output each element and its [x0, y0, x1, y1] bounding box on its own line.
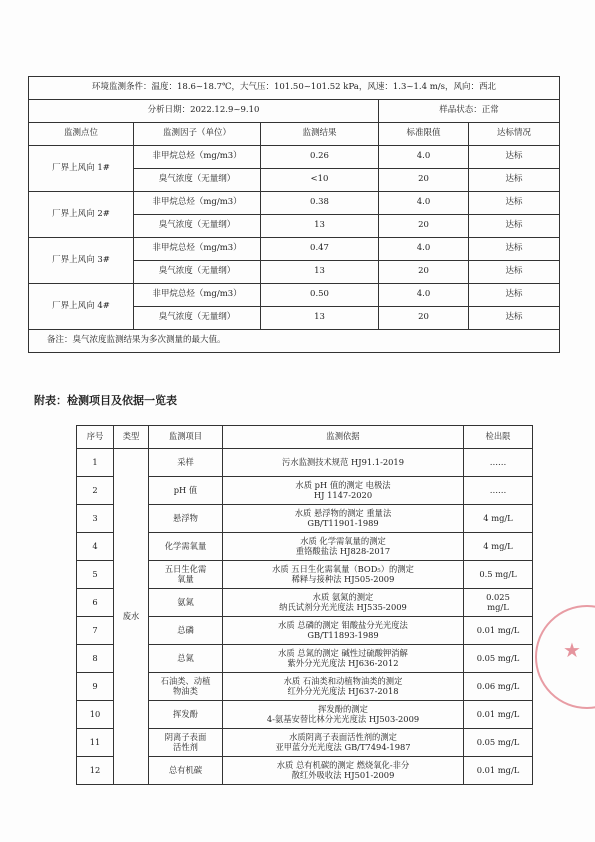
result-cell: 0.47 [261, 238, 379, 261]
seal-star-icon: ★ [563, 638, 581, 662]
result-cell: 13 [261, 307, 379, 330]
status-cell: 达标 [469, 146, 560, 169]
row-number: 1 [77, 449, 114, 477]
column-header: 检出限 [464, 426, 533, 449]
column-header: 监测依据 [223, 426, 464, 449]
item-cell: 总氮 [149, 645, 223, 673]
result-cell: <10 [261, 169, 379, 192]
basis-cell: 污水监测技术规范 HJ91.1-2019 [223, 449, 464, 477]
status-cell: 达标 [469, 238, 560, 261]
factor-cell: 臭气浓度（无量纲） [134, 261, 261, 284]
row-number: 12 [77, 757, 114, 785]
sample-state: 样品状态：正常 [379, 100, 560, 123]
basis-cell: 挥发酚的测定 4-氨基安替比林分光光度法 HJ503-2009 [223, 701, 464, 729]
basis-cell: 水质 总磷的测定 钼酸盐分光光度法 GB/T11893-1989 [223, 617, 464, 645]
row-number: 8 [77, 645, 114, 673]
column-header: 标准限值 [379, 123, 469, 146]
factor-cell: 臭气浓度（无量纲） [134, 307, 261, 330]
column-header: 监测因子（单位） [134, 123, 261, 146]
detection-limit-cell: 4 mg/L [464, 505, 533, 533]
table-row [29, 146, 560, 169]
table-header-row [29, 123, 560, 146]
item-cell: 总磷 [149, 617, 223, 645]
limit-cell: 20 [379, 169, 469, 192]
factor-cell: 非甲烷总烃（mg/m3） [134, 192, 261, 215]
item-cell: 采样 [149, 449, 223, 477]
row-number: 9 [77, 673, 114, 701]
status-cell: 达标 [469, 307, 560, 330]
factor-cell: 臭气浓度（无量纲） [134, 169, 261, 192]
detection-limit-cell: 0.025 mg/L [464, 589, 533, 617]
basis-cell: 水质 悬浮物的测定 重量法 GB/T11901-1989 [223, 505, 464, 533]
status-cell: 达标 [469, 215, 560, 238]
limit-cell: 4.0 [379, 146, 469, 169]
detection-limit-cell: 0.05 mg/L [464, 645, 533, 673]
basis-cell: 水质 化学需氧量的测定 重铬酸盐法 HJ828-2017 [223, 533, 464, 561]
column-header: 序号 [77, 426, 114, 449]
limit-cell: 4.0 [379, 238, 469, 261]
basis-cell: 水质阴离子表面活性剂的测定 亚甲蓝分光光度法 GB/T7494-1987 [223, 729, 464, 757]
result-cell: 0.26 [261, 146, 379, 169]
limit-cell: 20 [379, 307, 469, 330]
table-header-row [77, 426, 533, 449]
basis-cell: 水质 pH 值的测定 电极法 HJ 1147-2020 [223, 477, 464, 505]
item-cell: 氨氮 [149, 589, 223, 617]
row-number: 4 [77, 533, 114, 561]
detection-limit-cell: 0.5 mg/L [464, 561, 533, 589]
basis-cell: 水质 五日生化需氧量（BOD₅）的测定 稀释与接种法 HJ505-2009 [223, 561, 464, 589]
item-cell: 石油类、动植 物油类 [149, 673, 223, 701]
basis-cell: 水质 总氮的测定 碱性过硫酸钾消解 紫外分光光度法 HJ636-2012 [223, 645, 464, 673]
note-row [29, 330, 560, 353]
item-cell: 总有机碳 [149, 757, 223, 785]
limit-cell: 20 [379, 215, 469, 238]
monitoring-point: 厂界上风向 4# [29, 284, 134, 330]
row-number: 6 [77, 589, 114, 617]
detection-limit-cell: 0.05 mg/L [464, 729, 533, 757]
detection-limit-cell: 4 mg/L [464, 533, 533, 561]
result-cell: 0.50 [261, 284, 379, 307]
row-number: 10 [77, 701, 114, 729]
factor-cell: 臭气浓度（无量纲） [134, 215, 261, 238]
monitoring-point: 厂界上风向 3# [29, 238, 134, 284]
basis-cell: 水质 石油类和动植物油类的测定 红外分光光度法 HJ637-2018 [223, 673, 464, 701]
basis-cell: 水质 总有机碳的测定 燃烧氧化-非分 散红外吸收法 HJ501-2009 [223, 757, 464, 785]
air-monitoring-table [28, 76, 560, 353]
basis-cell: 水质 氨氮的测定 纳氏试剂分光光度法 HJ535-2009 [223, 589, 464, 617]
column-header: 监测结果 [261, 123, 379, 146]
detection-limit-cell: 0.01 mg/L [464, 701, 533, 729]
limit-cell: 4.0 [379, 284, 469, 307]
detection-limit-cell: 0.01 mg/L [464, 617, 533, 645]
status-cell: 达标 [469, 284, 560, 307]
row-number: 3 [77, 505, 114, 533]
detection-limit-cell: …… [464, 449, 533, 477]
factor-cell: 非甲烷总烃（mg/m3） [134, 146, 261, 169]
status-cell: 达标 [469, 261, 560, 284]
row-number: 7 [77, 617, 114, 645]
detection-limit-cell: …… [464, 477, 533, 505]
factor-cell: 非甲烷总烃（mg/m3） [134, 238, 261, 261]
conditions-text: 环境监测条件：温度：18.6~18.7℃，大气压：101.50~101.52 kPa，风速：1.3~1.4 m/s，风向：西北 [29, 77, 560, 100]
monitoring-point: 厂界上风向 1# [29, 146, 134, 192]
table-row [29, 284, 560, 307]
date-row [29, 100, 560, 123]
table-row [29, 192, 560, 215]
column-header: 监测项目 [149, 426, 223, 449]
row-number: 5 [77, 561, 114, 589]
factor-cell: 非甲烷总烃（mg/m3） [134, 284, 261, 307]
table-row [77, 449, 533, 477]
detection-limit-cell: 0.06 mg/L [464, 673, 533, 701]
conditions-row [29, 77, 560, 100]
test-items-table [76, 425, 533, 785]
limit-cell: 20 [379, 261, 469, 284]
detection-limit-cell: 0.01 mg/L [464, 757, 533, 785]
note-text: 备注：臭气浓度监测结果为多次测量的最大值。 [29, 330, 560, 353]
result-cell: 0.38 [261, 192, 379, 215]
item-cell: 化学需氧量 [149, 533, 223, 561]
analysis-date: 分析日期：2022.12.9~9.10 [29, 100, 379, 123]
column-header: 监测点位 [29, 123, 134, 146]
item-cell: 五日生化需 氧量 [149, 561, 223, 589]
status-cell: 达标 [469, 169, 560, 192]
sample-type: 废水 [114, 449, 149, 785]
row-number: 2 [77, 477, 114, 505]
result-cell: 13 [261, 215, 379, 238]
row-number: 11 [77, 729, 114, 757]
column-header: 达标情况 [469, 123, 560, 146]
limit-cell: 4.0 [379, 192, 469, 215]
item-cell: 挥发酚 [149, 701, 223, 729]
result-cell: 13 [261, 261, 379, 284]
column-header: 类型 [114, 426, 149, 449]
item-cell: 阴离子表面 活性剂 [149, 729, 223, 757]
monitoring-point: 厂界上风向 2# [29, 192, 134, 238]
appendix-heading: 附表：检测项目及依据一览表 [34, 394, 177, 407]
item-cell: 悬浮物 [149, 505, 223, 533]
status-cell: 达标 [469, 192, 560, 215]
table-row [29, 238, 560, 261]
item-cell: pH 值 [149, 477, 223, 505]
